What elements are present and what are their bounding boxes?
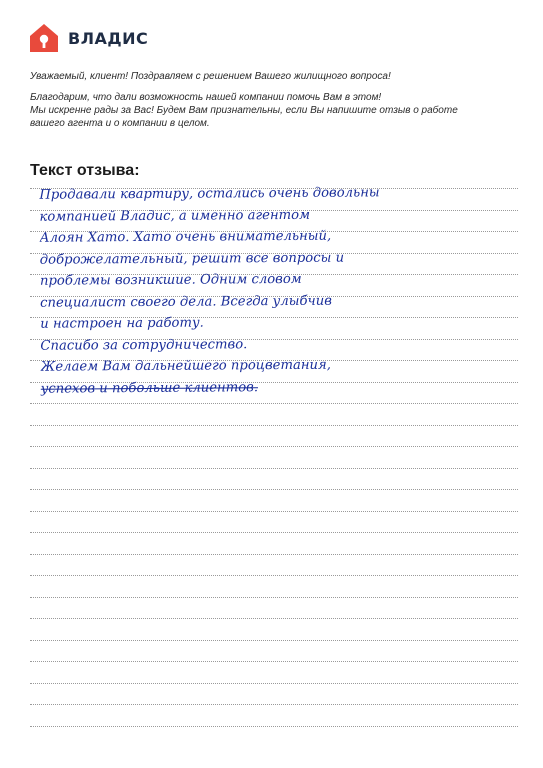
- ruled-line: [30, 425, 518, 426]
- ruled-line: [30, 532, 518, 533]
- handwritten-line: доброжелательный, решит все вопросы и: [39, 250, 345, 268]
- handwritten-line: Продавали квартиру, остались очень довольны: [39, 185, 380, 203]
- ruled-line: [30, 704, 518, 705]
- handwritten-line: Желаем Вам дальнейшего процветания,: [40, 357, 331, 375]
- ruled-line: [30, 726, 518, 727]
- handwritten-line: компанией Владис, а именно агентом: [39, 207, 311, 225]
- handwritten-line: Алоян Хато. Хато очень внимательный,: [39, 228, 332, 246]
- header: [28, 22, 148, 54]
- review-title: Текст отзыва:: [30, 162, 140, 179]
- ruled-line: [30, 554, 518, 555]
- ruled-line: [30, 446, 518, 447]
- ruled-line: [30, 575, 518, 576]
- brand-name: ВЛАДИС: [68, 28, 149, 48]
- ruled-line: [30, 511, 518, 512]
- handwritten-line: проблемы возникшие. Одним словом: [39, 271, 302, 289]
- ruled-line: [30, 468, 518, 469]
- ruled-line: [30, 489, 518, 490]
- handwritten-line: специалист своего дела. Всегда улыбчив: [40, 293, 332, 311]
- ruled-line: [30, 683, 518, 684]
- handwritten-line: Спасибо за сотрудничество.: [40, 336, 248, 354]
- handwritten-line: и настроен на работу.: [40, 315, 204, 332]
- handwritten-line: успехов и побольше клиентов.: [40, 379, 259, 397]
- intro-line-1: Уважаемый, клиент! Поздравляем с решением Вашего жилищного вопроса!: [30, 71, 391, 82]
- intro-line-4: вашего агента и о компании в целом.: [30, 118, 210, 129]
- ruled-line: [30, 618, 518, 619]
- intro-text: [30, 70, 510, 130]
- ruled-line: [30, 640, 518, 641]
- ruled-line: [30, 403, 518, 404]
- ruled-line: [30, 661, 518, 662]
- handwritten-review: [39, 181, 530, 399]
- intro-line-2: Благодарим, что дали возможность нашей компании помочь Вам в этом!: [30, 92, 382, 103]
- intro-line-3: Мы искренне рады за Вас! Будем Вам признательны, если Вы напишите отзыв о работе: [30, 105, 458, 116]
- ruled-line: [30, 597, 518, 598]
- house-key-icon: [28, 22, 60, 54]
